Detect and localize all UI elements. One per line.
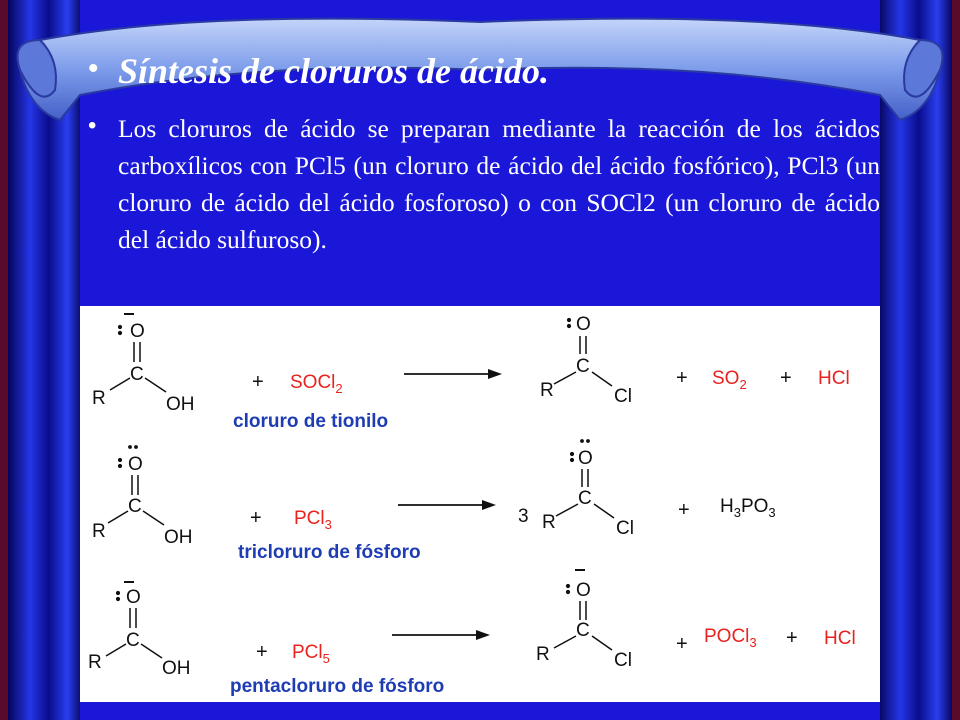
atom-c: C: [128, 496, 142, 517]
body-bullet: •: [88, 112, 97, 139]
plus-sign: +: [676, 367, 688, 389]
reaction-1: [92, 314, 850, 432]
plus-sign: +: [252, 371, 264, 393]
product-hcl: HCl: [824, 628, 856, 649]
atom-c: C: [126, 630, 140, 651]
atom-o: O: [130, 321, 145, 342]
atom-c: C: [576, 620, 590, 641]
acyl-chloride-1: [540, 314, 632, 407]
slide-title: Síntesis de cloruros de ácido.: [118, 51, 550, 91]
reaction-diagram: [80, 306, 880, 702]
carboxylic-acid-1: [92, 314, 195, 415]
carboxylic-acid-2: [92, 446, 193, 548]
product-hcl: HCl: [818, 368, 850, 389]
atom-r: R: [92, 388, 106, 409]
atom-c: C: [576, 356, 590, 377]
reagent-socl2: SOCl$_2$: [290, 372, 343, 396]
atom-r: R: [88, 652, 102, 673]
plus-sign: +: [678, 499, 690, 521]
reagent-pcl5: PCl$_5$: [292, 642, 330, 666]
coefficient-3: 3: [518, 506, 529, 527]
title-bullet: •: [88, 52, 99, 85]
plus-sign: +: [676, 633, 688, 655]
atom-o: O: [576, 314, 591, 335]
atom-c: C: [578, 488, 592, 509]
reagent-name-1: cloruro de tionilo: [233, 411, 389, 432]
atom-o: O: [128, 454, 143, 475]
atom-cl: Cl: [614, 386, 632, 407]
atom-r: R: [540, 380, 554, 401]
atom-o: O: [576, 580, 591, 601]
reaction-arrow-1: [404, 369, 502, 379]
carboxylic-acid-3: [88, 582, 191, 679]
plus-sign: +: [780, 367, 792, 389]
reaction-arrow-3: [392, 630, 490, 640]
atom-c: C: [130, 364, 144, 385]
reagent-name-3: pentacloruro de fósforo: [230, 676, 445, 697]
atom-o: O: [578, 448, 593, 469]
atom-cl: Cl: [614, 650, 632, 671]
atom-r: R: [542, 512, 556, 533]
product-pocl3: POCl$_3$: [704, 626, 757, 650]
plus-sign: +: [250, 507, 262, 529]
acyl-chloride-2: [542, 440, 634, 539]
reaction-3: [88, 570, 856, 697]
reagent-name-2: tricloruro de fósforo: [238, 542, 421, 563]
atom-oh: OH: [162, 658, 191, 679]
acyl-chloride-3: [536, 570, 632, 671]
slide-body-text: Los cloruros de ácido se preparan mediante la reacción de los ácidos carboxílicos con PCl5 (un cloruro de ácido del ácido fosfórico), PCl3 (un cloruro de ácido del ácido fosforoso) o con SOCl2 (un cloruro de ácido del ácido sulfuroso).: [118, 114, 880, 254]
reagent-pcl3: PCl$_3$: [294, 508, 332, 532]
atom-r: R: [536, 644, 550, 665]
atom-cl: Cl: [616, 518, 634, 539]
atom-oh: OH: [166, 394, 195, 415]
atom-r: R: [92, 521, 106, 542]
product-h3po3: $H_3PO_3$: [720, 496, 776, 520]
reaction-2: [92, 440, 776, 563]
product-so2: $SO_2$: [712, 368, 747, 392]
atom-oh: OH: [164, 527, 193, 548]
atom-o: O: [126, 587, 141, 608]
plus-sign: +: [786, 627, 798, 649]
reaction-arrow-2: [398, 500, 496, 510]
plus-sign: +: [256, 641, 268, 663]
